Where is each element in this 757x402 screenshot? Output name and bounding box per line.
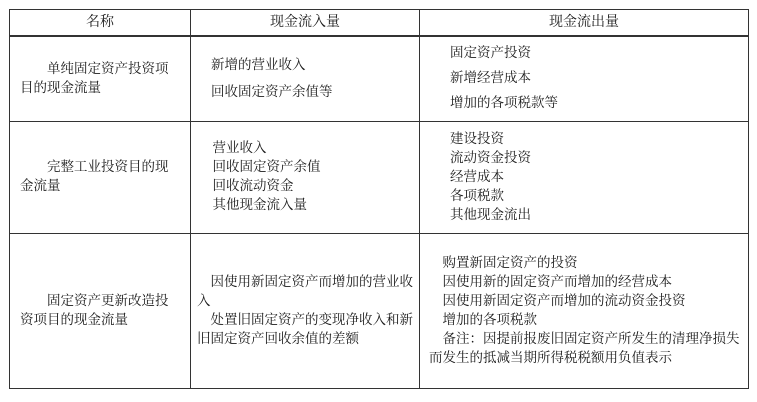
header-outflow: 现金流出量	[420, 10, 749, 37]
inflow-item: 回收固定资产余值	[212, 159, 321, 175]
row-inflows	[191, 121, 420, 233]
row-name: 固定资产更新改造投资项目的现金流量	[10, 233, 191, 388]
cash-flow-table	[9, 9, 749, 389]
outflow-item: 经营成本	[450, 168, 504, 185]
outflow-item: 因使用新固定资产而增加的流动资金投资	[442, 292, 686, 309]
outflow-item: 各项税款	[450, 187, 504, 204]
inflow-item: 回收流动资金	[212, 178, 294, 194]
row-inflows	[191, 233, 420, 388]
inflow-item: 其他现金流入量	[212, 197, 307, 213]
table-row	[10, 121, 749, 233]
outflow-item: 建设投资	[450, 130, 504, 147]
outflow-item: 因使用新的固定资产而增加的经营成本	[442, 273, 672, 290]
header-row	[10, 10, 749, 37]
outflow-item: 新增经营成本	[450, 70, 531, 87]
inflow-item: 回收固定资产余值等	[211, 83, 333, 100]
header-inflow: 现金流入量	[191, 10, 420, 37]
outflow-item: 增加的各项税款等	[450, 95, 558, 112]
outflow-note: 备注：因提前报废旧固定资产所发生的清理净损失而发生的抵减当期所得税税额用负值表示	[429, 330, 740, 366]
header-name: 名称	[10, 10, 191, 37]
row-outflows	[420, 233, 749, 388]
outflow-item: 固定资产投资	[450, 45, 531, 62]
row-name: 单纯固定资产投资项目的现金流量	[10, 36, 191, 121]
outflow-item: 购置新固定资产的投资	[442, 254, 578, 271]
inflow-item: 因使用新固定资产而增加的营业收入	[197, 273, 413, 309]
outflow-item: 流动资金投资	[450, 149, 531, 166]
table-row	[10, 36, 749, 121]
outflow-item: 其他现金流出	[450, 206, 531, 223]
row-name: 完整工业投资目的现金流量	[10, 121, 191, 233]
inflow-item: 营业收入	[212, 140, 267, 156]
inflow-item: 处置旧固定资产的变现净收入和新旧固定资产回收余值的差额	[197, 311, 413, 347]
table-row	[10, 233, 749, 388]
outflow-item: 增加的各项税款	[442, 311, 537, 328]
row-outflows	[420, 121, 749, 233]
row-outflows	[420, 36, 749, 121]
row-inflows	[191, 36, 420, 121]
inflow-item: 新增的营业收入	[211, 56, 306, 73]
